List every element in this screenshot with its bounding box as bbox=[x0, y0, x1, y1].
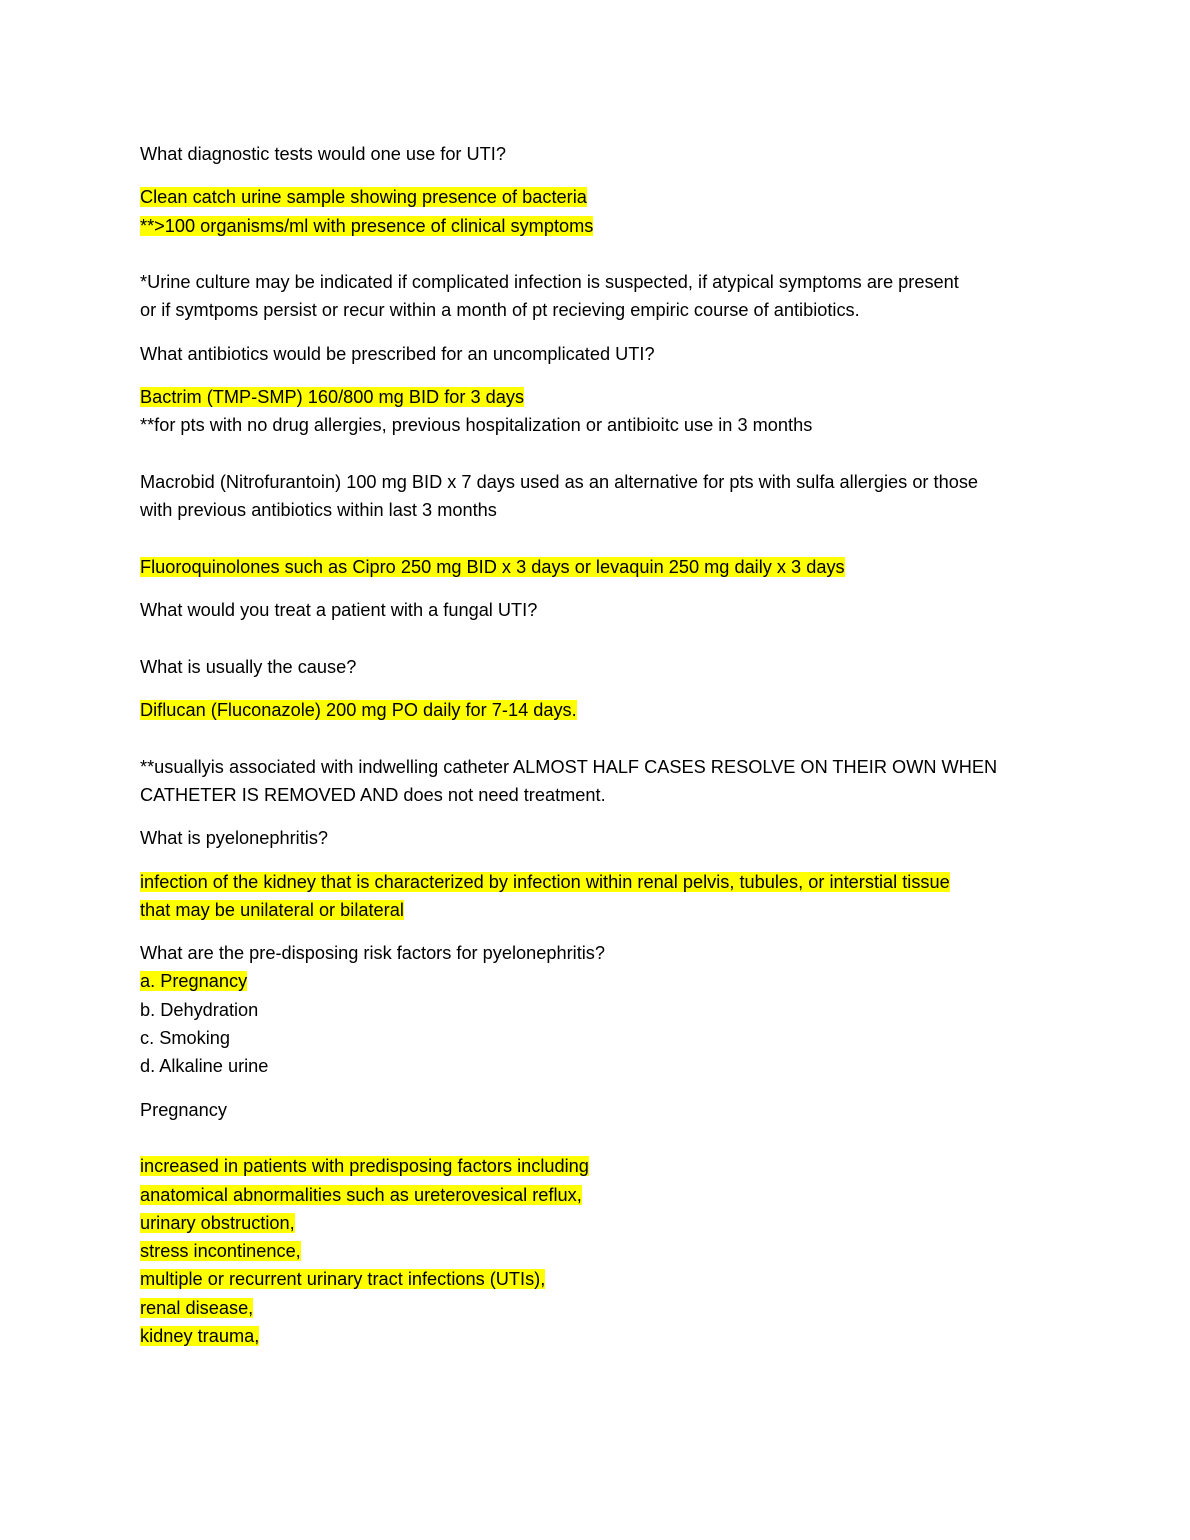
question-text: What antibiotics would be prescribed for an uncomplicated UTI? bbox=[140, 343, 655, 364]
question-fungal-cause bbox=[140, 653, 1050, 681]
question-fungal-uti bbox=[140, 596, 1050, 624]
question-text: What would you treat a patient with a fungal UTI? bbox=[140, 600, 538, 621]
note-line: **for pts with no drug allergies, previous hospitalization or antibioitc use in 3 months bbox=[140, 415, 813, 436]
answer-pyelonephritis bbox=[140, 868, 1050, 925]
question-text: What are the pre-disposing risk factors for pyelonephritis? bbox=[140, 943, 606, 964]
note-line: *Urine culture may be indicated if complicated infection is suspected, if atypical symptoms are present bbox=[140, 272, 959, 293]
document-content bbox=[140, 140, 1050, 1350]
question-text: What is usually the cause? bbox=[140, 656, 357, 677]
answer-fungal-uti bbox=[140, 696, 1050, 724]
highlighted-answer-line: Clean catch urine sample showing presence of bacteria bbox=[140, 187, 587, 208]
highlighted-answer-line: Fluoroquinolones such as Cipro 250 mg BID x 3 days or levaquin 250 mg daily x 3 days bbox=[140, 556, 845, 577]
fluoroquinolones-paragraph bbox=[140, 553, 1050, 581]
answer-risk-factors bbox=[140, 1096, 1050, 1124]
question-text: What is pyelonephritis? bbox=[140, 828, 329, 849]
text-line: with previous antibiotics within last 3 months bbox=[140, 500, 497, 521]
answer-antibiotics bbox=[140, 383, 1050, 440]
highlighted-answer-line: Diflucan (Fluconazole) 200 mg PO daily for 7-14 days. bbox=[140, 700, 577, 721]
macrobid-paragraph bbox=[140, 468, 1050, 525]
question-text: What diagnostic tests would one use for UTI? bbox=[140, 144, 506, 164]
text-line: Macrobid (Nitrofurantoin) 100 mg BID x 7 days used as an alternative for pts with sulfa allergies or those bbox=[140, 471, 979, 492]
option-d: d. Alkaline urine bbox=[140, 1056, 269, 1077]
option-a-highlighted: a. Pregnancy bbox=[140, 971, 248, 992]
highlighted-explanation-line: stress incontinence, bbox=[140, 1241, 301, 1262]
option-b: b. Dehydration bbox=[140, 999, 259, 1020]
highlighted-explanation-line: multiple or recurrent urinary tract infections (UTIs), bbox=[140, 1269, 546, 1290]
highlighted-explanation-line: renal disease, bbox=[140, 1297, 254, 1318]
highlighted-answer-line: that may be unilateral or bilateral bbox=[140, 899, 404, 920]
note-catheter bbox=[140, 753, 1050, 810]
note-line: CATHETER IS REMOVED AND does not need treatment. bbox=[140, 784, 606, 805]
explanation-risk-factors bbox=[140, 1152, 1050, 1350]
note-urine-culture bbox=[140, 268, 1050, 325]
note-line: or if symtpoms persist or recur within a month of pt recieving empiric course of antibiotics. bbox=[140, 300, 860, 321]
answer-text: Pregnancy bbox=[140, 1099, 227, 1120]
highlighted-explanation-line: increased in patients with predisposing factors including bbox=[140, 1156, 589, 1177]
highlighted-answer-line: **>100 organisms/ml with presence of clinical symptoms bbox=[140, 215, 594, 236]
highlighted-answer-line: infection of the kidney that is characterized by infection within renal pelvis, tubules, or interstial tissue bbox=[140, 871, 950, 892]
note-line: **usuallyis associated with indwelling catheter ALMOST HALF CASES RESOLVE ON THEIR OWN WHEN bbox=[140, 756, 998, 777]
question-pyelonephritis bbox=[140, 824, 1050, 852]
question-risk-factors bbox=[140, 939, 1050, 1080]
highlighted-explanation-line: anatomical abnormalities such as ureterovesical reflux, bbox=[140, 1184, 582, 1205]
highlighted-explanation-line: urinary obstruction, bbox=[140, 1212, 295, 1233]
question-antibiotics bbox=[140, 340, 1050, 368]
option-c: c. Smoking bbox=[140, 1028, 230, 1049]
highlighted-answer-line: Bactrim (TMP-SMP) 160/800 mg BID for 3 days bbox=[140, 387, 525, 408]
highlighted-explanation-line: kidney trauma, bbox=[140, 1325, 260, 1346]
question-diagnostic-tests bbox=[140, 140, 1050, 168]
answer-diagnostic-tests bbox=[140, 183, 1050, 240]
